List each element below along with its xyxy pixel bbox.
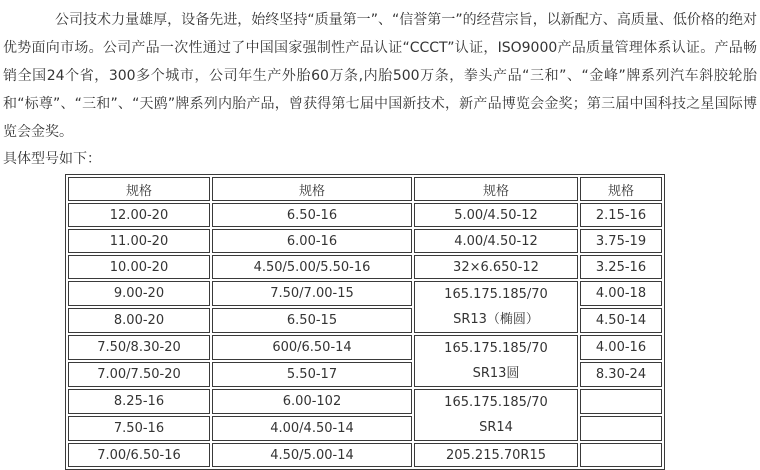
spec-cell-line: SR13圆 <box>472 366 520 381</box>
spec-cell: 8.30-24 <box>580 362 662 387</box>
table-row <box>68 281 662 306</box>
spec-cell: 3.75-19 <box>580 229 662 253</box>
spec-cell-line: SR14 <box>479 420 513 435</box>
spec-table-body <box>68 203 662 467</box>
spec-cell: 5.50-17 <box>212 362 412 387</box>
spec-cell: 7.50/7.00-15 <box>212 281 412 306</box>
spec-cell: 4.00-16 <box>580 335 662 360</box>
table-row <box>68 203 662 227</box>
spec-cell <box>414 389 578 441</box>
spec-cell: 8.00-20 <box>68 308 210 333</box>
table-row <box>68 335 662 360</box>
spec-cell: 4.00/4.50-14 <box>212 416 412 441</box>
spec-cell: 4.00/4.50-12 <box>414 229 578 253</box>
spec-cell: 6.00-16 <box>212 229 412 253</box>
spec-cell: 32×6.650-12 <box>414 255 578 279</box>
spec-cell: 10.00-20 <box>68 255 210 279</box>
spec-cell: 205.215.70R15 <box>414 443 578 467</box>
spec-cell: 6.50-16 <box>212 203 412 227</box>
spec-cell: 7.00/6.50-16 <box>68 443 210 467</box>
spec-header: 规格 <box>414 177 578 201</box>
spec-cell <box>580 416 662 441</box>
spec-cell-line: 165.175.185/70 <box>444 341 548 356</box>
spec-cell: 6.00-102 <box>212 389 412 414</box>
spec-cell <box>414 281 578 333</box>
spec-header: 规格 <box>580 177 662 201</box>
spec-cell: 2.15-16 <box>580 203 662 227</box>
models-label: 具体型号如下： <box>3 151 101 167</box>
spec-cell-line: SR13（椭圆） <box>453 312 539 327</box>
company-intro-paragraph: 公司技术力量雄厚，设备先进，始终坚持“质量第一”、“信誉第一”的经营宗旨，以新配方、高质量、低价格的绝对优势面向市场。公司产品一次性通过了中国国家强制性产品认证“CCCT”认证，ISO9000产品质量管理体系认证。产品畅销全国24个省，300多个城市，公司年生产外胎60万条,内胎500万条，拳头产品“三和”、“金峰”牌系列汽车斜胶轮胎和“标尊”、“三和”、“天鸥”牌系列内胎产品，曾获得第七届中国新技术，新产品博览会金奖；第三届中国科技之星国际博览会金奖。 <box>3 12 757 140</box>
table-row <box>68 255 662 279</box>
spec-cell: 5.00/4.50-12 <box>414 203 578 227</box>
company-intro <box>0 0 760 146</box>
spec-cell: 4.00-18 <box>580 281 662 306</box>
spec-cell-line: 165.175.185/70 <box>444 395 548 410</box>
spec-header: 规格 <box>212 177 412 201</box>
spec-cell: 4.50/5.00-14 <box>212 443 412 467</box>
table-row <box>68 389 662 414</box>
spec-cell: 6.50-15 <box>212 308 412 333</box>
table-row <box>68 443 662 467</box>
spec-cell: 12.00-20 <box>68 203 210 227</box>
table-row <box>68 229 662 253</box>
spec-cell <box>580 443 662 467</box>
spec-cell: 11.00-20 <box>68 229 210 253</box>
spec-header-row <box>68 177 662 201</box>
spec-cell: 4.50-14 <box>580 308 662 333</box>
spec-cell: 8.25-16 <box>68 389 210 414</box>
spec-header: 规格 <box>68 177 210 201</box>
spec-cell: 9.00-20 <box>68 281 210 306</box>
spec-cell <box>580 389 662 414</box>
spec-cell-line: 165.175.185/70 <box>444 287 548 302</box>
spec-cell: 7.00/7.50-20 <box>68 362 210 387</box>
spec-cell: 7.50-16 <box>68 416 210 441</box>
spec-cell: 7.50/8.30-20 <box>68 335 210 360</box>
spec-table <box>65 174 665 470</box>
spec-cell: 4.50/5.00/5.50-16 <box>212 255 412 279</box>
spec-cell <box>414 335 578 387</box>
spec-cell: 600/6.50-14 <box>212 335 412 360</box>
spec-cell: 3.25-16 <box>580 255 662 279</box>
